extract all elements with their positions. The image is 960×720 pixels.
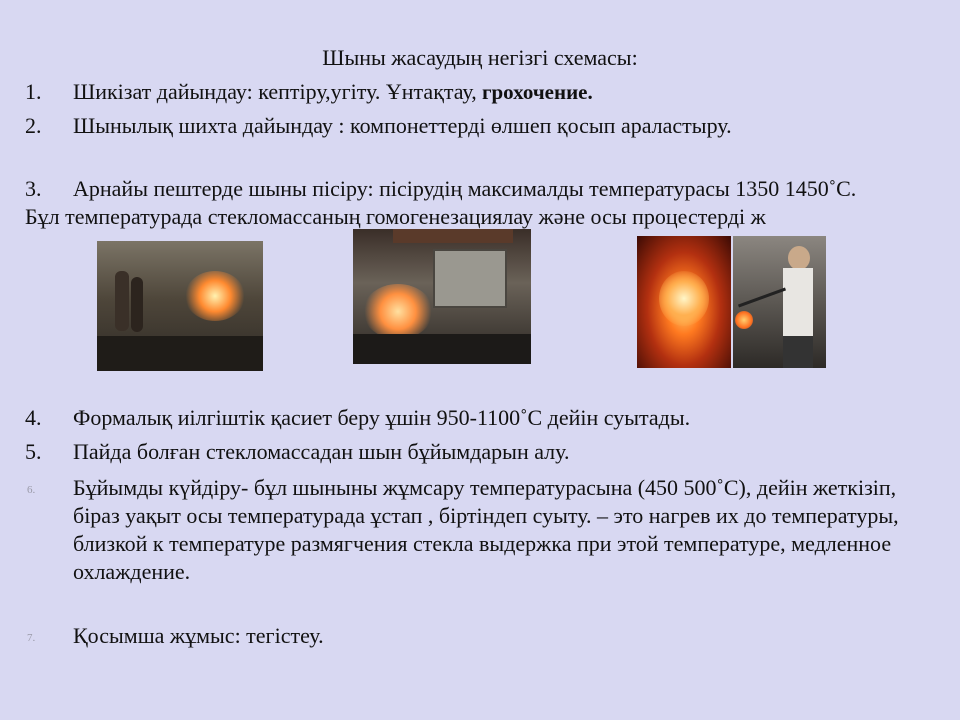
item-text: Пайда болған стекломассадан шын бұйымдарын алу. xyxy=(73,439,570,464)
item-number: 4. xyxy=(25,405,42,430)
item-number: 6. xyxy=(27,484,36,496)
molten-glass-photo xyxy=(637,236,731,368)
item-number: 2. xyxy=(25,113,42,138)
list-item xyxy=(25,404,925,432)
list-item xyxy=(25,474,935,614)
item-text: Арнайы пештерде шыны пісіру: пісірудің максималды температурасы 1350 1450˚С. Бұл температурада стекломассаның гомогенезациялау және осы процестерді ж xyxy=(25,176,857,229)
item-number: 1. xyxy=(25,79,42,104)
list-item xyxy=(25,622,925,650)
item-text: Шынылық шихта дайындау : компонеттерді өлшеп қосып араластыру. xyxy=(73,113,732,138)
item-text: Формалық иілгіштік қасиет беру ұшін 950-1100˚С дейін суытады. xyxy=(73,405,691,430)
furnace-machine-photo xyxy=(353,229,531,364)
list-item xyxy=(25,78,925,106)
item-text: Шикізат дайындау: кептіру,угіту. Ұнтақтау, xyxy=(73,79,477,104)
item-text: Бұйымды күйдіру- бұл шыныны жұмсару температурасына (450 500˚С), дейін жеткізіп, біраз уақыт осы температурада ұстап , біртіндеп суыту. – это нагрев их до температуры, близкой к температуре размягчения стекла выдержка при этой температуре, медленное охлаждение. xyxy=(73,475,899,584)
furnace-workers-photo xyxy=(97,241,263,371)
item-number: 3. xyxy=(25,176,42,201)
item-number: 5. xyxy=(25,439,42,464)
list-item xyxy=(25,438,925,466)
slide-title: Шыны жасаудың негізгі схемасы: xyxy=(322,45,638,70)
item-bold-text: грохочение. xyxy=(476,80,593,104)
glassblower-photo xyxy=(733,236,826,368)
list-item xyxy=(25,112,925,168)
item-text: Қосымша жұмыс: тегістеу. xyxy=(73,623,324,648)
item-number: 7. xyxy=(27,632,36,644)
